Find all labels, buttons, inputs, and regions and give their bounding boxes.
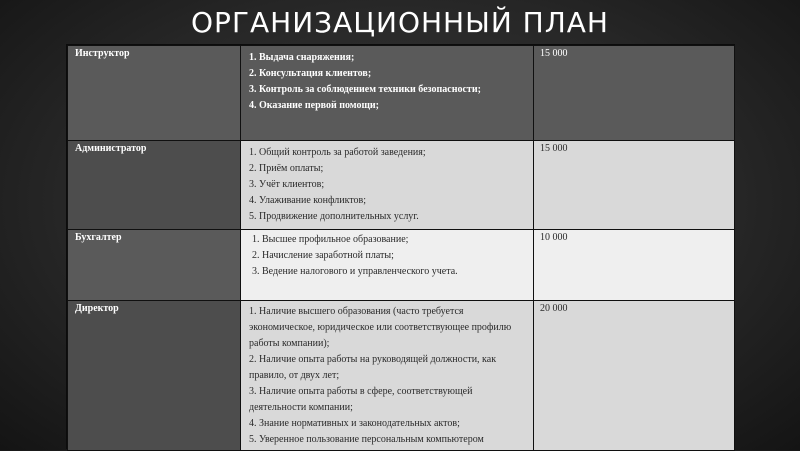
- duty-item: 2. Консультация клиентов;: [249, 68, 372, 79]
- salary-value: 20 000: [540, 303, 568, 314]
- duty-item: 4. Знание нормативных и законодательных актов;: [249, 418, 460, 429]
- salary-value: 15 000: [540, 48, 568, 59]
- salary-value: 15 000: [540, 143, 568, 154]
- duty-item: 3. Ведение налогового и управленческого учета.: [252, 266, 458, 277]
- duty-item: 1. Выдача снаряжения;: [249, 52, 355, 63]
- duty-item: 4. Улаживание конфликтов;: [249, 195, 367, 206]
- role-label: Директор: [75, 303, 119, 314]
- duty-item: 5. Продвижение дополнительных услуг.: [249, 211, 419, 222]
- duty-item: 4. Оказание первой помощи;: [249, 100, 380, 111]
- org-plan-table-frame: [66, 44, 735, 449]
- duty-item: 3. Контроль за соблюдением техники безопасности;: [249, 84, 481, 95]
- duty-item: 2. Приём оплаты;: [249, 163, 324, 174]
- role-label: Администратор: [75, 143, 147, 154]
- duties-cell: [241, 46, 534, 141]
- role-cell: [68, 141, 241, 230]
- role-cell: [68, 230, 241, 301]
- duty-item: 5. Уверенное пользование персональным компьютером: [249, 434, 484, 445]
- duties-cell: [241, 141, 534, 230]
- table-row: [68, 301, 735, 451]
- salary-cell: [534, 141, 735, 230]
- duty-item: 3. Учёт клиентов;: [249, 179, 325, 190]
- role-label: Инструктор: [75, 48, 130, 59]
- duty-item: 2. Наличие опыта работы на руководящей должности, как правило, от двух лет;: [249, 354, 497, 381]
- table-row: [68, 230, 735, 301]
- role-label: Бухгалтер: [75, 232, 122, 243]
- duties-cell: [241, 301, 534, 451]
- salary-cell: [534, 46, 735, 141]
- duty-item: 1. Высшее профильное образование;: [252, 234, 409, 245]
- table-row: [68, 141, 735, 230]
- salary-cell: [534, 230, 735, 301]
- role-cell: [68, 46, 241, 141]
- duty-item: 1. Наличие высшего образования (часто требуется экономическое, юридическое или соответствующее профилю работы компании);: [249, 306, 512, 349]
- duty-item: 3. Наличие опыта работы в сфере, соответствующей деятельности компании;: [249, 386, 473, 413]
- duty-item: 1. Общий контроль за работой заведения;: [249, 147, 426, 158]
- duty-item: 2. Начисление заработной платы;: [252, 250, 394, 261]
- role-cell: [68, 301, 241, 451]
- table-row: [68, 46, 735, 141]
- salary-cell: [534, 301, 735, 451]
- org-plan-table: [67, 45, 735, 451]
- slide-title: ОРГАНИЗАЦИОННЫЙ ПЛАН: [191, 6, 609, 39]
- duties-cell: [241, 230, 534, 301]
- salary-value: 10 000: [540, 232, 568, 243]
